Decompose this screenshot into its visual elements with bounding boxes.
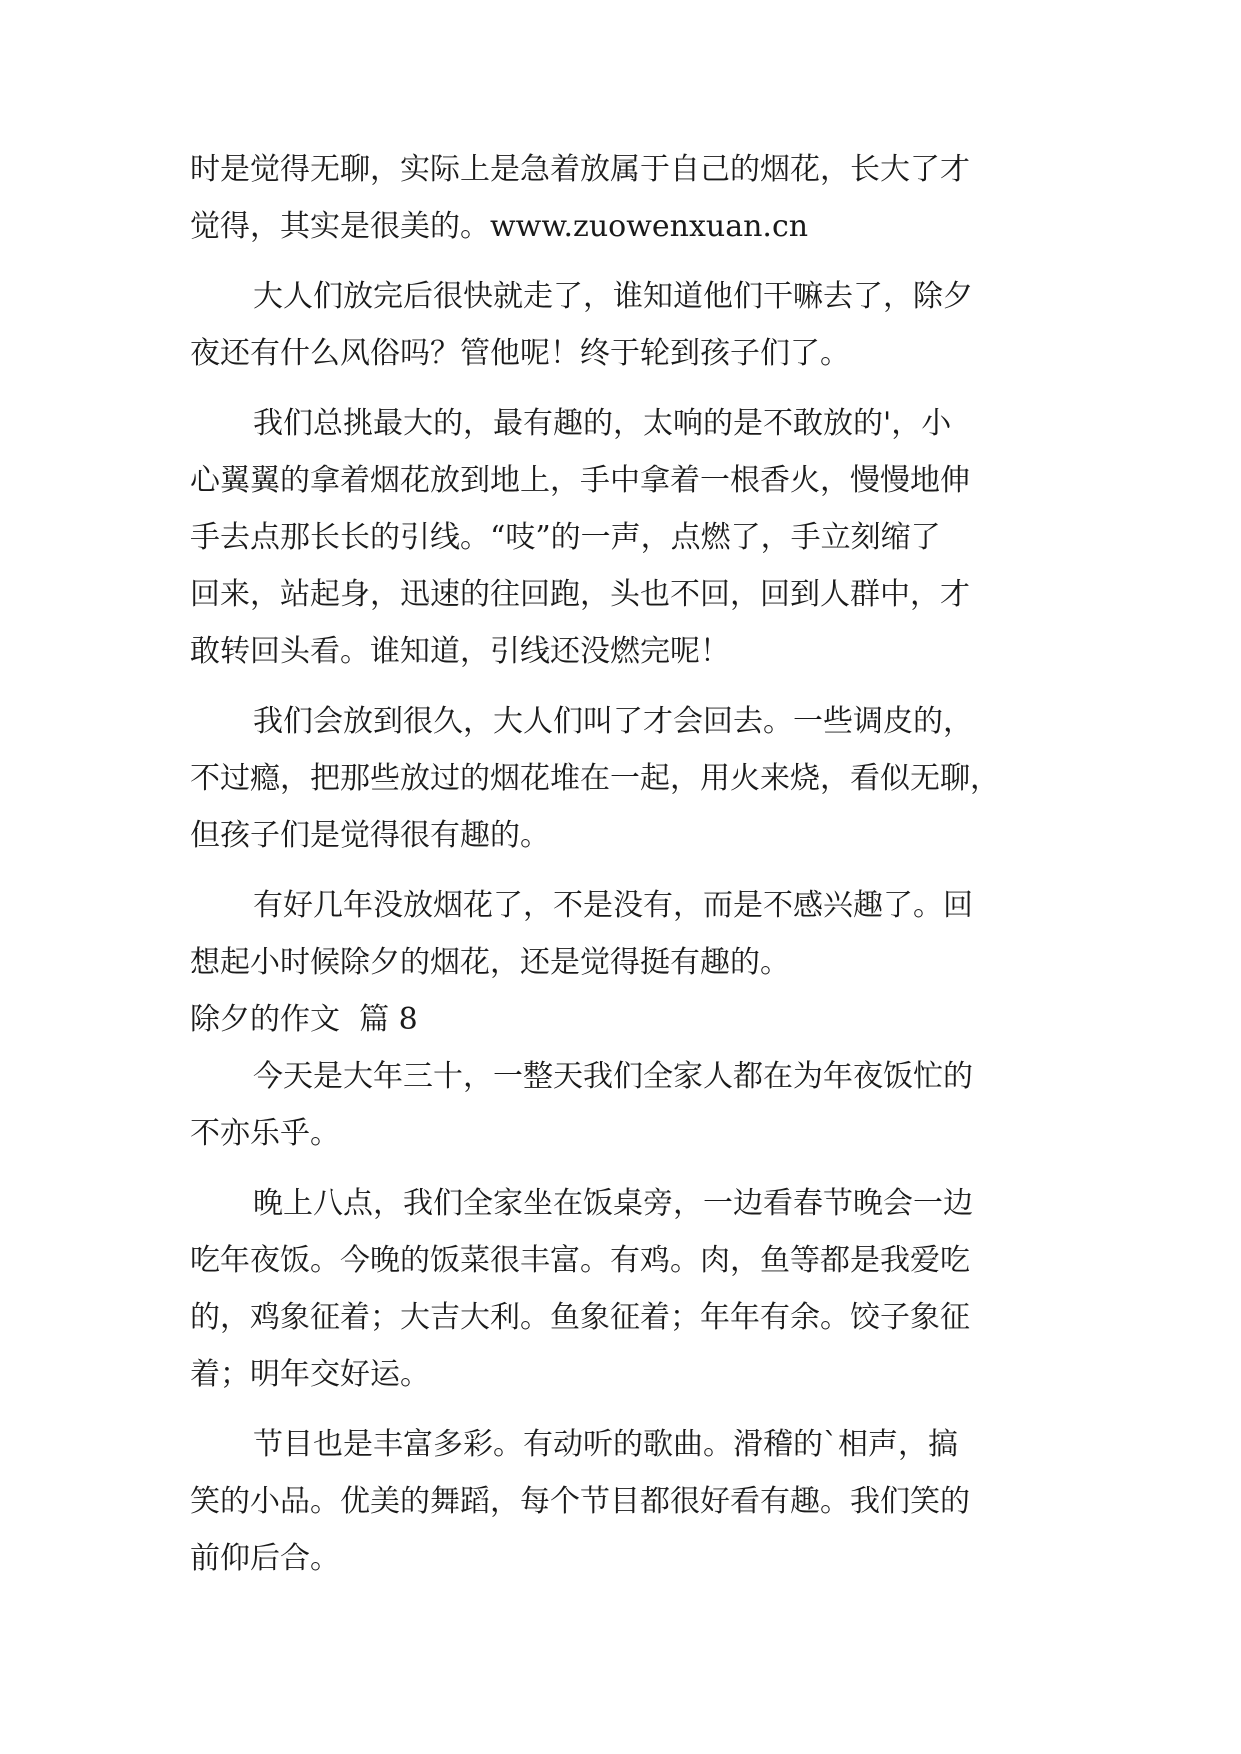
text-line: 觉得，其实是很美的。www.zuowenxuan.cn	[190, 209, 809, 244]
paragraph-start-line: 今天是大年三十，一整天我们全家人都在为年夜饭忙的	[253, 1059, 973, 1094]
paragraph-start-line: 晚上八点，我们全家坐在饭桌旁，一边看春节晚会一边	[253, 1186, 973, 1221]
text-line: 前仰后合。	[190, 1541, 340, 1576]
paragraph-start-line: 我们总挑最大的，最有趣的，太响的是不敢放的'，小	[253, 406, 952, 441]
text-line: 敢转回头看。谁知道，引线还没燃完呢！	[190, 634, 730, 669]
text-line: 手去点那长长的引线。“吱”的一声，点燃了，手立刻缩了	[190, 520, 941, 555]
text-line: 不亦乐乎。	[190, 1116, 340, 1151]
text-line: 的，鸡象征着；大吉大利。鱼象征着；年年有余。饺子象征	[190, 1300, 970, 1335]
text-line: 但孩子们是觉得很有趣的。	[190, 818, 550, 853]
paragraph-start-line: 节目也是丰富多彩。有动听的歌曲。滑稽的`相声，搞	[253, 1427, 958, 1462]
text-line: 心翼翼的拿着烟花放到地上，手中拿着一根香火，慢慢地伸	[190, 463, 970, 498]
text-line: 时是觉得无聊，实际上是急着放属于自己的烟花，长大了才	[190, 152, 970, 187]
paragraph-start-line: 我们会放到很久，大人们叫了才会回去。一些调皮的，	[253, 704, 973, 739]
paragraph-start-line: 大人们放完后很快就走了，谁知道他们干嘛去了，除夕	[253, 279, 973, 314]
text-line: 夜还有什么风俗吗？管他呢！终于轮到孩子们了。	[190, 336, 850, 371]
paragraph-start-line: 有好几年没放烟花了，不是没有，而是不感兴趣了。回	[253, 888, 973, 923]
text-line: 吃年夜饭。今晚的饭菜很丰富。有鸡。肉，鱼等都是我爱吃	[190, 1243, 970, 1278]
text-line: 想起小时候除夕的烟花，还是觉得挺有趣的。	[190, 945, 790, 980]
text-line: 回来，站起身，迅速的往回跑，头也不回，回到人群中，才	[190, 577, 970, 612]
text-line: 着；明年交好运。	[190, 1357, 430, 1392]
text-line: 笑的小品。优美的舞蹈，每个节目都很好看有趣。我们笑的	[190, 1484, 970, 1519]
section-heading: 除夕的作文 篇 8	[190, 1002, 418, 1037]
text-line: 不过瘾，把那些放过的烟花堆在一起，用火来烧，看似无聊，	[190, 761, 1000, 796]
